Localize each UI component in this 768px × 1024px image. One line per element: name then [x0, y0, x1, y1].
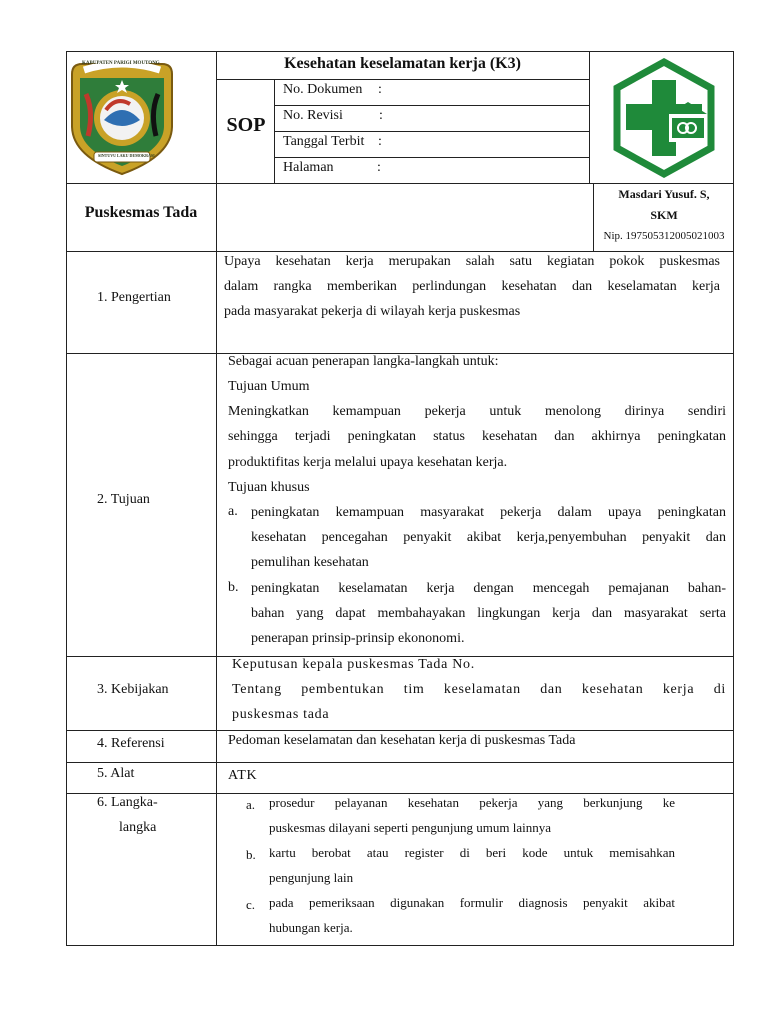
kebijakan-line: puskesmas tada — [232, 707, 330, 722]
tujuan-item-line: kesehatan pencegahan penyakit akibat kerja,penyembuhan penyakit dan — [251, 530, 726, 545]
regency-emblem-icon — [66, 56, 178, 178]
field-no-revisi-label: No. Revisi — [283, 108, 343, 123]
grid-line — [216, 51, 217, 945]
row-label-kebijakan: 3. Kebijakan — [97, 682, 169, 697]
pengertian-line: dalam rangka memberikan perlindungan kesehatan dan keselamatan kerja — [224, 279, 720, 294]
grid-line — [274, 157, 589, 158]
sop-label: SOP — [226, 114, 266, 136]
tujuan-umum-line: produktifitas kerja melalui upaya kesehatan kerja. — [228, 455, 508, 470]
tujuan-item-line: pemulihan kesehatan — [251, 555, 369, 570]
tujuan-item-line: bahan yang dapat membahayakan lingkungan kerja dan masyarakat serta — [251, 606, 726, 621]
signer-nip: Nip. 197505312005021003 — [603, 230, 725, 242]
tujuan-umum-line: Meningkatkan kemampuan pekerja untuk menolong dirinya sendiri — [228, 404, 726, 419]
grid-line — [216, 79, 589, 80]
field-tanggal-terbit-label: Tanggal Terbit — [283, 134, 365, 149]
row-label-referensi: 4. Referensi — [97, 736, 165, 751]
tujuan-umum-title: Tujuan Umum — [228, 379, 310, 394]
alat-text: ATK — [228, 768, 258, 783]
langkah-item-marker: b. — [246, 847, 256, 862]
tujuan-intro: Sebagai acuan penerapan langka-langkah untuk: — [228, 354, 499, 369]
langkah-item-line: puskesmas dilayani seperti pengunjung umum lainnya — [269, 820, 551, 835]
field-no-revisi-sep: : — [379, 108, 383, 123]
row-label-alat: 5. Alat — [97, 766, 135, 781]
tujuan-khusus-title: Tujuan khusus — [228, 480, 310, 495]
emblem-bottom-text: SINTUVU LAKU DEMOKRASI — [98, 153, 155, 158]
referensi-text: Pedoman keselamatan dan kesehatan kerja di puskesmas Tada — [228, 733, 576, 748]
langkah-item-line: pada pemeriksaan digunakan formulir diagnosis penyakit akibat — [269, 895, 675, 910]
tujuan-item-line: peningkatan keselamatan kerja dengan mencegah pemajanan bahan- — [251, 581, 726, 596]
langkah-item-marker: a. — [246, 797, 256, 812]
pengertian-line: pada masyarakat pekerja di wilayah kerja puskesmas — [224, 304, 521, 319]
field-halaman-label: Halaman — [283, 160, 334, 175]
langkah-item-line: prosedur pelayanan kesehatan pekerja yang berkunjung ke — [269, 795, 675, 810]
pengertian-line: Upaya kesehatan kerja merupakan salah satu kegiatan pokok puskesmas — [224, 254, 720, 269]
grid-line — [589, 51, 590, 183]
field-halaman-sep: : — [377, 160, 381, 175]
grid-line — [274, 105, 589, 106]
tujuan-item-line: penerapan prinsip-prinsip ekononomi. — [251, 631, 465, 646]
kebijakan-line: Keputusan kepala puskesmas Tada No. — [232, 657, 475, 672]
langkah-item-line: kartu berobat atau register di beri kode untuk memisahkan — [269, 845, 675, 860]
tujuan-item-marker: b. — [228, 580, 239, 595]
langkah-item-line: hubungan kerja. — [269, 920, 353, 935]
row-label-langkah: 6. Langka- — [97, 795, 158, 810]
row-label-tujuan: 2. Tujuan — [97, 492, 150, 507]
tujuan-umum-line: sehingga terjadi peningkatan status kesehatan dan akhirnya peningkatan — [228, 429, 726, 444]
org-name: Puskesmas Tada — [84, 204, 198, 221]
puskesmas-logo-icon — [609, 58, 719, 178]
row-label-langkah-cont: langka — [119, 820, 157, 835]
signer-title: SKM — [650, 208, 678, 222]
kebijakan-line: Tentang pembentukan tim keselamatan dan kesehatan kerja di — [232, 682, 726, 697]
grid-line — [66, 762, 734, 763]
langkah-item-marker: c. — [246, 897, 256, 912]
field-no-dokumen-sep: : — [378, 82, 382, 97]
grid-line — [274, 131, 589, 132]
row-label-pengertian: 1. Pengertian — [97, 290, 171, 305]
grid-line — [66, 183, 734, 184]
emblem-top-text: KABUPATEN PARIGI MOUTONG — [82, 61, 160, 66]
field-tanggal-terbit-sep: : — [378, 134, 382, 149]
grid-line — [66, 730, 734, 731]
field-no-dokumen-label: No. Dokumen — [283, 82, 363, 97]
tujuan-item-line: peningkatan kemampuan masyarakat pekerja dalam upaya peningkatan — [251, 505, 726, 520]
signer-name: Masdari Yusuf. S, — [618, 187, 710, 201]
langkah-item-line: pengunjung lain — [269, 870, 354, 885]
document-title: Kesehatan keselamatan kerja (K3) — [284, 55, 521, 72]
tujuan-item-marker: a. — [228, 504, 238, 519]
